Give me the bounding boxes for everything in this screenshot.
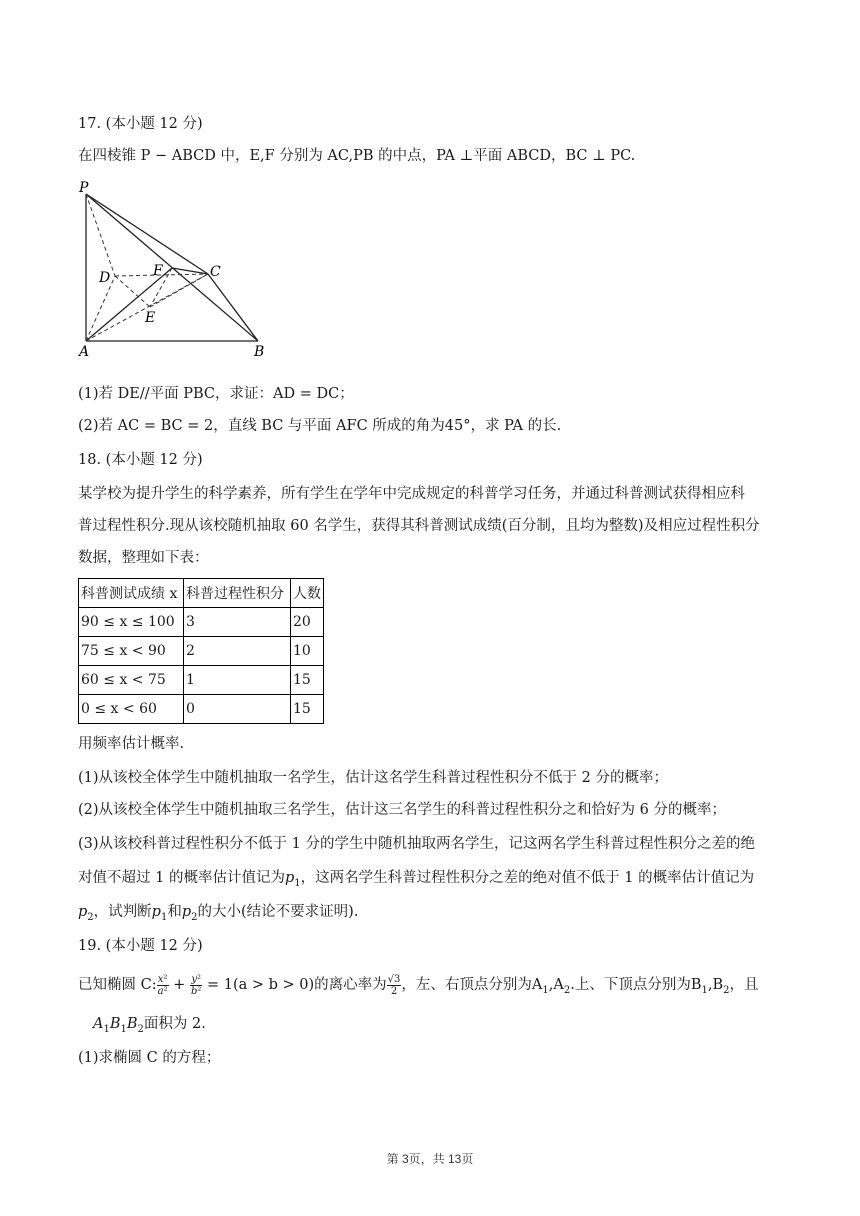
table-row	[79, 666, 324, 695]
table-row	[79, 637, 324, 666]
q17-part2: (2)若 AC = BC = 2，直线 BC 与平面 AFC 所成的角为45°，求 PA 的长.	[78, 418, 562, 434]
table-row	[79, 695, 324, 724]
q19-stem-line2: $A_1B_1B_2$面积为 2.	[93, 1016, 206, 1035]
table-header-row	[79, 579, 324, 608]
q19-part1: (1)求椭圆 C 的方程；	[78, 1050, 221, 1066]
table-header-cell: 科普测试成绩 x	[79, 579, 184, 608]
label-p: P	[79, 180, 89, 196]
table-cell: 0	[184, 695, 291, 724]
table-cell: 15	[291, 695, 324, 724]
q18-part3-line2: 对值不超过 1 的概率估计值记为$p_1$，这两名学生科普过程性积分之差的绝对值不低于 1 的概率估计值记为	[78, 870, 755, 889]
q18-part2: (2)从该校全体学生中随机抽取三名学生，估计这三名学生的科普过程性积分之和恰好为 6 分的概率；	[78, 802, 726, 818]
q18-header: 18. (本小题 12 分)	[78, 452, 203, 468]
table-row	[79, 608, 324, 637]
q18-part1: (1)从该校全体学生中随机抽取一名学生，估计这名学生科普过程性积分不低于 2 分的概率；	[78, 770, 668, 786]
table-cell: 1	[184, 666, 291, 695]
q19-stem: 已知椭圆 C: $\frac{\text{x²}}{\text{a²}}$ + $\frac{\text{y²}}{\text{b²}}$ = 1(a > b > 0)的离心率为 $\frac{√3}{2}$ ，左、右顶点分别为$A_1,A_2$.上、下顶点分别为$B_1,B_2$，且	[78, 973, 759, 997]
table-cell: 3	[184, 608, 291, 637]
table-cell: 60 ≤ x < 75	[79, 666, 184, 695]
table-cell: 15	[291, 666, 324, 695]
q17-part1: (1)若 DE//平面 PBC，求证：AD = DC；	[78, 386, 354, 402]
table-cell: 10	[291, 637, 324, 666]
pyramid-figure	[70, 178, 280, 362]
q17-stem: 在四棱锥 P − ABCD 中，E,F 分别为 AC,PB 的中点，PA ⊥平面 ABCD，BC ⊥ PC.	[78, 148, 636, 164]
table-cell: 20	[291, 608, 324, 637]
table-cell: 2	[184, 637, 291, 666]
q19-header: 19. (本小题 12 分)	[78, 938, 203, 954]
label-a: A	[79, 344, 90, 360]
page-footer: 第 3页，共 13页	[386, 1152, 474, 1166]
table-header-cell: 科普过程性积分	[184, 579, 291, 608]
score-table	[78, 578, 324, 724]
q17-header: 17. (本小题 12 分)	[78, 116, 203, 132]
q18-intro-line-2: 普过程性积分.现从该校随机抽取 60 名学生，获得其科普测试成绩(百分制，且均为整数)及相应过程性积分	[78, 518, 760, 534]
q18-intro-line-1: 某学校为提升学生的科学素养，所有学生在学年中完成规定的科普学习任务，并通过科普测试获得相应科	[78, 486, 745, 502]
table-cell: 0 ≤ x < 60	[79, 695, 184, 724]
q18-part3-line3: $p_2$，试判断$p_1$和$p_2$的大小(结论不要求证明).	[78, 904, 359, 923]
q18-intro-line-3: 数据，整理如下表：	[78, 550, 209, 566]
q18-part3-line1: (3)从该校科普过程性积分不低于 1 分的学生中随机抽取两名学生，记这两名学生科普过程性积分之差的绝	[78, 836, 755, 852]
table-cell: 90 ≤ x ≤ 100	[79, 608, 184, 637]
q18-note: 用频率估计概率.	[78, 736, 185, 752]
label-c: C	[210, 264, 221, 280]
table-header-cell: 人数	[291, 579, 324, 608]
label-e: E	[145, 310, 156, 326]
table-cell: 75 ≤ x < 90	[79, 637, 184, 666]
label-f: F	[153, 263, 163, 279]
label-d: D	[99, 270, 111, 286]
label-b: B	[254, 344, 265, 360]
